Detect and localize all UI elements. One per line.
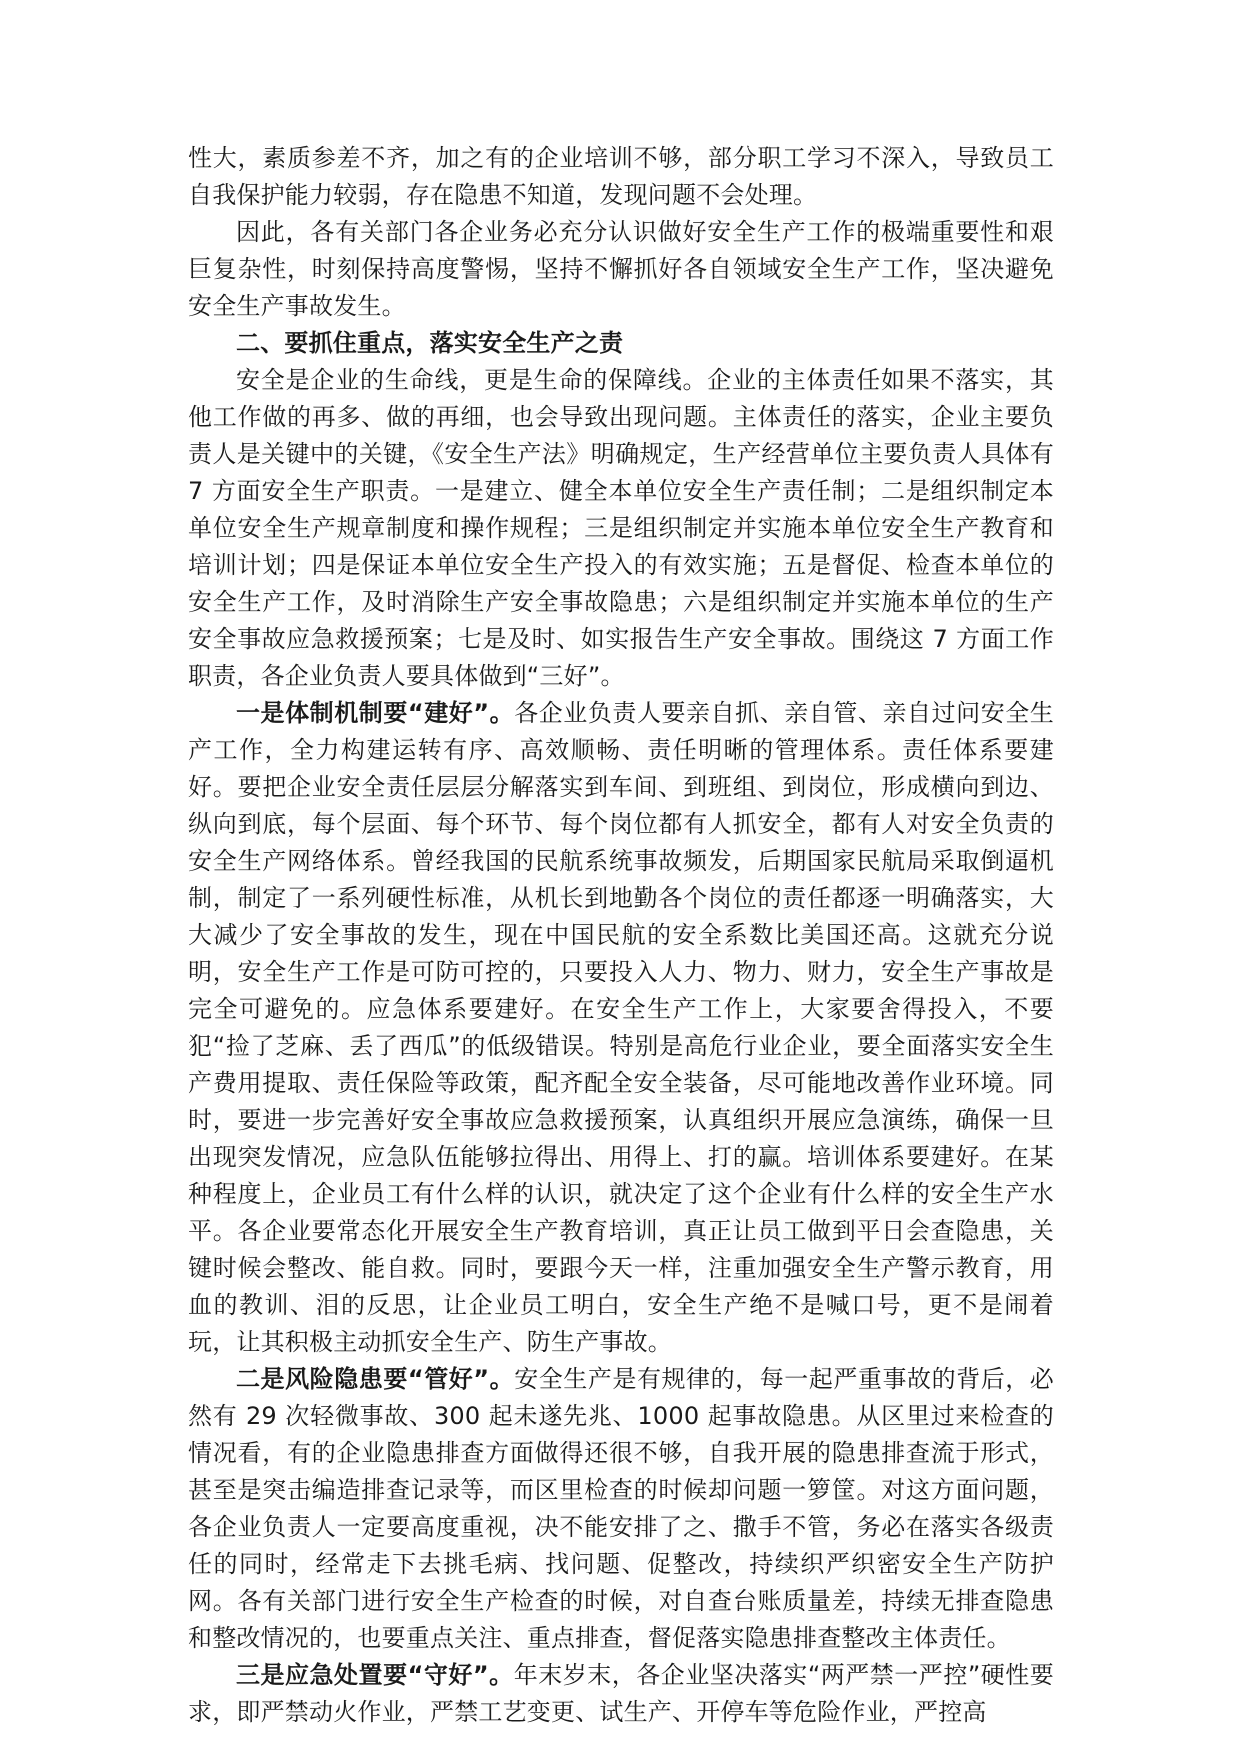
paragraph-4-body: 各企业负责人要亲自抓、亲自管、亲自过问安全生产工作，全力构建运转有序、高效顺畅、责任明晰的管理体系。责任体系要建好。要把企业安全责任层层分解落实到车间、到班组、到岗位，形成横向到边、纵向到底，每个层面、每个环节、每个岗位都有人抓安全，都有人对安全负责的安全生产网络体系。曾经我国的民航系统事故频发，后期国家民航局采取倒逼机制，制定了一系列硬性标准，从机长到地勤各个岗位的责任都逐一明确落实，大大减少了安全事故的发生，现在中国民航的安全系数比美国还高。这就充分说明，安全生产工作是可防可控的，只要投入人力、物力、财力，安全生产事故是完全可避免的。应急体系要建好。在安全生产工作上，大家要舍得投入，不要犯“捡了芝麻、丢了西瓜”的低级错误。特别是高危行业企业，要全面落实安全生产费用提取、责任保险等政策，配齐配全安全装备，尽可能地改善作业环境。同时，要进一步完善好安全事故应急救援预案，认真组织开展应急演练，确保一旦出现突发情况，应急队伍能够拉得出、用得上、打的赢。培训体系要建好。在某种程度上，企业员工有什么样的认识，就决定了这个企业有什么样的安全生产水平。各企业要常态化开展安全生产教育培训，真正让员工做到平日会查隐患，关键时候会整改、能自救。同时，要跟今天一样，注重加强安全生产警示教育，用血的教训、泪的反思，让企业员工明白，安全生产绝不是喊口号，更不是闹着玩，让其积极主动抓安全生产、防生产事故。	[188, 699, 1054, 1356]
paragraph-5-lead: 二是风险隐患要“管好”。	[236, 1365, 515, 1393]
paragraph-1: 性大，素质参差不齐，加之有的企业培训不够，部分职工学习不深入，导致员工自我保护能力较弱，存在隐患不知道，发现问题不会处理。	[188, 144, 1054, 209]
paragraph-5	[188, 1361, 1054, 1657]
paragraph-6	[188, 1657, 1054, 1731]
paragraph-4	[188, 695, 1054, 1361]
paragraph-6-lead: 三是应急处置要“守好”。	[236, 1661, 514, 1689]
paragraph-4-lead: 一是体制机制要“建好”。	[236, 699, 515, 727]
document-page	[188, 140, 1054, 1731]
paragraph-5-body: 安全生产是有规律的，每一起严重事故的背后，必然有 29 次轻微事故、300 起未遂先兆、1000 起事故隐患。从区里过来检查的情况看，有的企业隐患排查方面做得还很不够，自我开展的隐患排查流于形式，甚至是突击编造排查记录等，而区里检查的时候却问题一箩筐。对这方面问题，各企业负责人一定要高度重视，决不能安排了之、撒手不管，务必在落实各级责任的同时，经常走下去挑毛病、找问题、促整改，持续织严织密安全生产防护网。各有关部门进行安全生产检查的时候，对自查台账质量差，持续无排查隐患和整改情况的，也要重点关注、重点排查，督促落实隐患排查整改主体责任。	[188, 1365, 1054, 1652]
section-heading: 二、要抓住重点，落实安全生产之责	[236, 329, 624, 357]
paragraph-6-body: 年末岁末，各企业坚决落实“两严禁一严控”硬性要求，即严禁动火作业，严禁工艺变更、试生产、开停车等危险作业，严控高	[188, 1661, 1054, 1726]
paragraph-3: 安全是企业的生命线，更是生命的保障线。企业的主体责任如果不落实，其他工作做的再多、做的再细，也会导致出现问题。主体责任的落实，企业主要负责人是关键中的关键，《安全生产法》明确规定，生产经营单位主要负责人具体有 7 方面安全生产职责。一是建立、健全本单位安全生产责任制；二是组织制定本单位安全生产规章制度和操作规程；三是组织制定并实施本单位安全生产教育和培训计划；四是保证本单位安全生产投入的有效实施；五是督促、检查本单位的安全生产工作，及时消除生产安全事故隐患；六是组织制定并实施本单位的生产安全事故应急救援预案；七是及时、如实报告生产安全事故。围绕这 7 方面工作职责，各企业负责人要具体做到“三好”。	[188, 366, 1054, 690]
paragraph-2: 因此，各有关部门各企业务必充分认识做好安全生产工作的极端重要性和艰巨复杂性，时刻保持高度警惕，坚持不懈抓好各自领域安全生产工作，坚决避免安全生产事故发生。	[188, 218, 1054, 320]
